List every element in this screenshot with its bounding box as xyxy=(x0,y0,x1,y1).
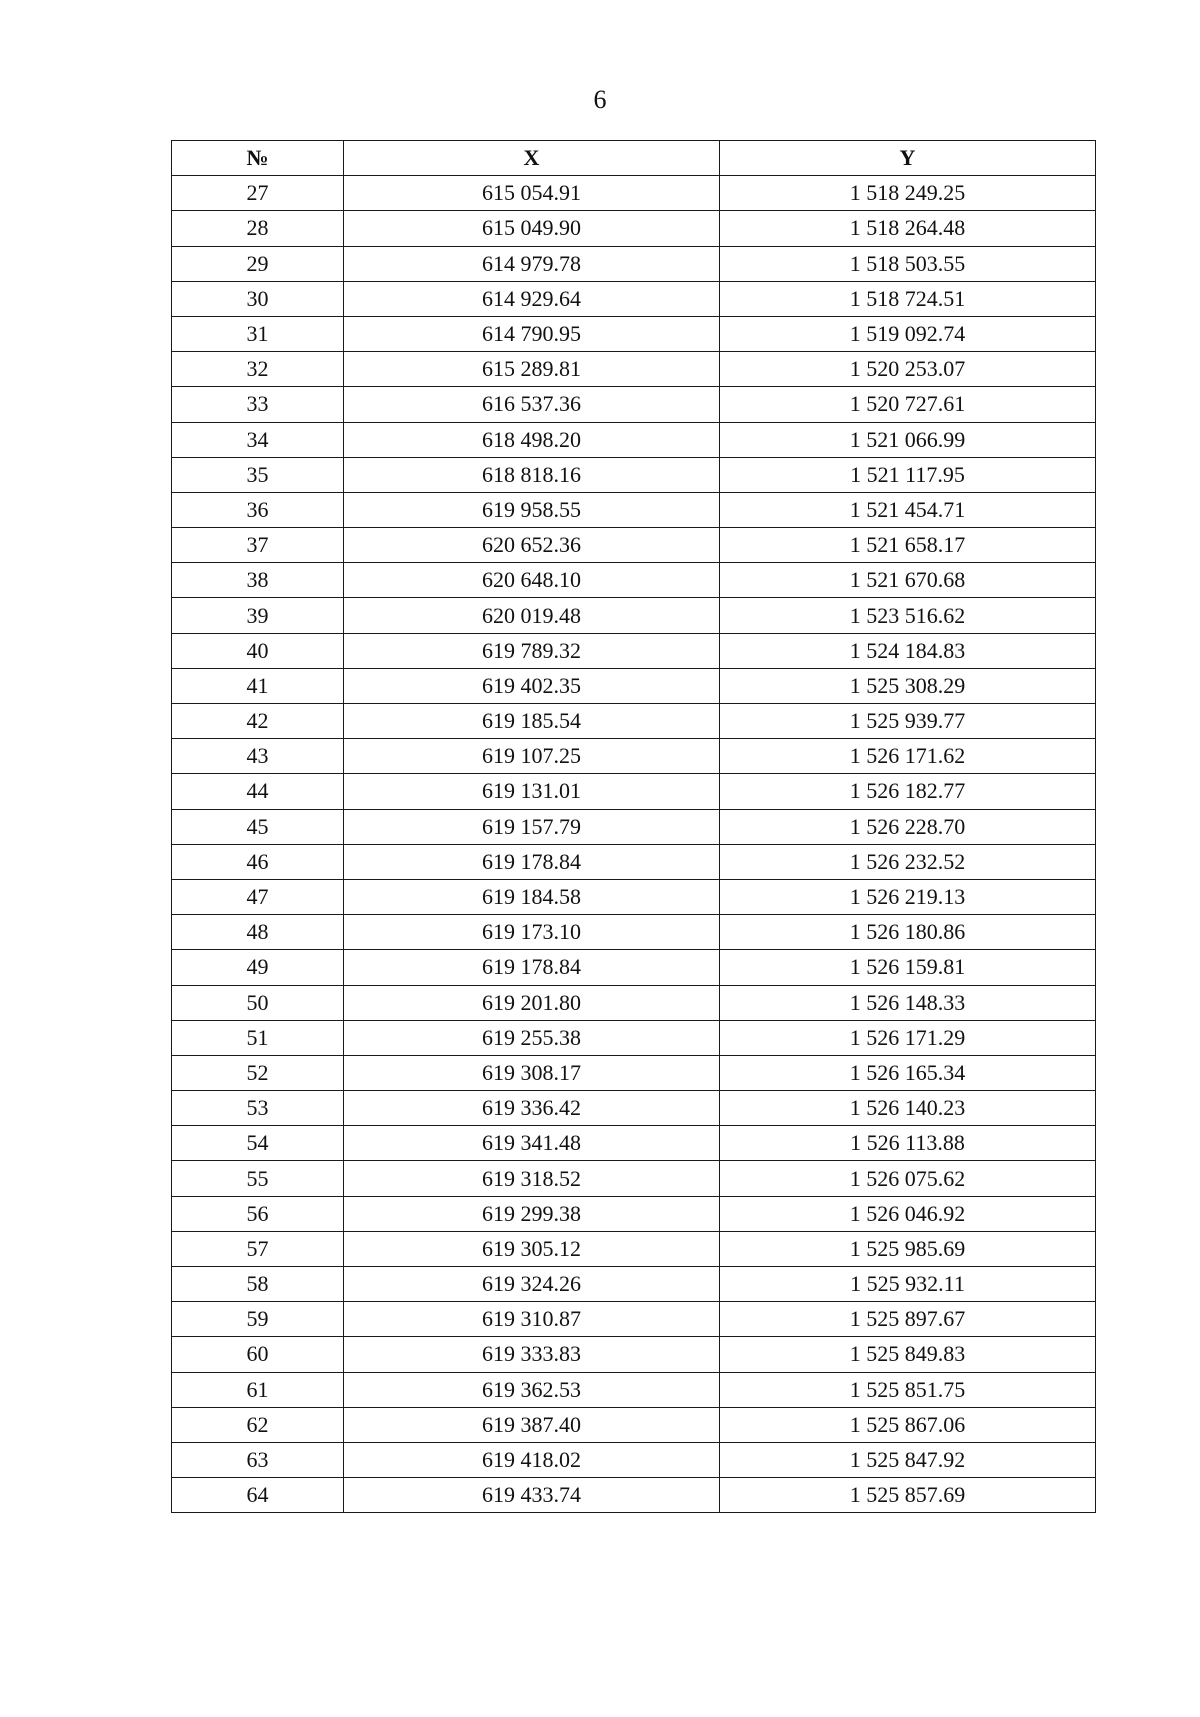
cell-y: 1 526 046.92 xyxy=(720,1196,1096,1231)
table-row xyxy=(172,352,1096,387)
cell-x: 614 790.95 xyxy=(344,316,720,351)
cell-x: 619 387.40 xyxy=(344,1407,720,1442)
cell-x: 619 336.42 xyxy=(344,1091,720,1126)
cell-number: 34 xyxy=(172,422,344,457)
cell-x: 619 308.17 xyxy=(344,1055,720,1090)
table-row xyxy=(172,985,1096,1020)
table-row xyxy=(172,739,1096,774)
cell-y: 1 525 985.69 xyxy=(720,1231,1096,1266)
cell-number: 53 xyxy=(172,1091,344,1126)
cell-number: 30 xyxy=(172,281,344,316)
cell-number: 37 xyxy=(172,528,344,563)
cell-x: 619 299.38 xyxy=(344,1196,720,1231)
cell-number: 62 xyxy=(172,1407,344,1442)
table-row xyxy=(172,1407,1096,1442)
page-number: 6 xyxy=(593,85,607,114)
table-row xyxy=(172,704,1096,739)
table-row xyxy=(172,457,1096,492)
cell-y: 1 526 159.81 xyxy=(720,950,1096,985)
cell-y: 1 526 219.13 xyxy=(720,879,1096,914)
cell-number: 42 xyxy=(172,704,344,739)
cell-y: 1 520 727.61 xyxy=(720,387,1096,422)
cell-number: 57 xyxy=(172,1231,344,1266)
cell-number: 36 xyxy=(172,492,344,527)
cell-number: 51 xyxy=(172,1020,344,1055)
table-row xyxy=(172,1196,1096,1231)
table-row xyxy=(172,1302,1096,1337)
cell-y: 1 526 148.33 xyxy=(720,985,1096,1020)
cell-y: 1 524 184.83 xyxy=(720,633,1096,668)
cell-x: 619 201.80 xyxy=(344,985,720,1020)
table-row xyxy=(172,1478,1096,1513)
cell-x: 619 255.38 xyxy=(344,1020,720,1055)
cell-number: 61 xyxy=(172,1372,344,1407)
table-row xyxy=(172,809,1096,844)
cell-x: 619 305.12 xyxy=(344,1231,720,1266)
cell-number: 41 xyxy=(172,668,344,703)
header-row xyxy=(172,141,1096,176)
cell-y: 1 519 092.74 xyxy=(720,316,1096,351)
cell-x: 619 789.32 xyxy=(344,633,720,668)
cell-y: 1 526 171.29 xyxy=(720,1020,1096,1055)
cell-y: 1 526 113.88 xyxy=(720,1126,1096,1161)
cell-x: 619 324.26 xyxy=(344,1267,720,1302)
cell-number: 39 xyxy=(172,598,344,633)
table-row xyxy=(172,528,1096,563)
cell-y: 1 526 171.62 xyxy=(720,739,1096,774)
cell-number: 58 xyxy=(172,1267,344,1302)
cell-y: 1 525 897.67 xyxy=(720,1302,1096,1337)
cell-x: 619 333.83 xyxy=(344,1337,720,1372)
header-number: № xyxy=(172,141,344,176)
cell-y: 1 526 180.86 xyxy=(720,915,1096,950)
cell-x: 614 979.78 xyxy=(344,246,720,281)
cell-y: 1 525 851.75 xyxy=(720,1372,1096,1407)
cell-y: 1 518 264.48 xyxy=(720,211,1096,246)
table-row xyxy=(172,950,1096,985)
header-x: X xyxy=(344,141,720,176)
cell-x: 619 362.53 xyxy=(344,1372,720,1407)
cell-number: 44 xyxy=(172,774,344,809)
cell-x: 619 418.02 xyxy=(344,1442,720,1477)
table-row xyxy=(172,422,1096,457)
table-row xyxy=(172,1126,1096,1161)
table-row xyxy=(172,563,1096,598)
cell-number: 60 xyxy=(172,1337,344,1372)
table-row xyxy=(172,492,1096,527)
cell-y: 1 521 454.71 xyxy=(720,492,1096,527)
cell-x: 619 185.54 xyxy=(344,704,720,739)
table-body xyxy=(172,176,1096,1513)
cell-x: 614 929.64 xyxy=(344,281,720,316)
cell-y: 1 526 228.70 xyxy=(720,809,1096,844)
cell-number: 52 xyxy=(172,1055,344,1090)
table-row xyxy=(172,1091,1096,1126)
table-header xyxy=(172,141,1096,176)
cell-number: 50 xyxy=(172,985,344,1020)
cell-y: 1 525 308.29 xyxy=(720,668,1096,703)
cell-x: 619 157.79 xyxy=(344,809,720,844)
cell-y: 1 518 503.55 xyxy=(720,246,1096,281)
cell-x: 615 054.91 xyxy=(344,176,720,211)
cell-x: 619 107.25 xyxy=(344,739,720,774)
table-row xyxy=(172,1372,1096,1407)
cell-x: 620 648.10 xyxy=(344,563,720,598)
cell-number: 59 xyxy=(172,1302,344,1337)
cell-y: 1 525 939.77 xyxy=(720,704,1096,739)
cell-y: 1 525 847.92 xyxy=(720,1442,1096,1477)
cell-x: 620 652.36 xyxy=(344,528,720,563)
cell-x: 619 131.01 xyxy=(344,774,720,809)
cell-x: 619 310.87 xyxy=(344,1302,720,1337)
cell-y: 1 525 867.06 xyxy=(720,1407,1096,1442)
table-row xyxy=(172,668,1096,703)
cell-number: 38 xyxy=(172,563,344,598)
table-row xyxy=(172,1231,1096,1266)
cell-y: 1 525 849.83 xyxy=(720,1337,1096,1372)
table-row xyxy=(172,633,1096,668)
cell-x: 619 433.74 xyxy=(344,1478,720,1513)
cell-number: 40 xyxy=(172,633,344,668)
table-row xyxy=(172,176,1096,211)
table-row xyxy=(172,387,1096,422)
cell-y: 1 518 724.51 xyxy=(720,281,1096,316)
cell-y: 1 525 857.69 xyxy=(720,1478,1096,1513)
table-row xyxy=(172,879,1096,914)
cell-x: 619 184.58 xyxy=(344,879,720,914)
table-row xyxy=(172,598,1096,633)
cell-number: 29 xyxy=(172,246,344,281)
cell-y: 1 526 232.52 xyxy=(720,844,1096,879)
cell-x: 615 289.81 xyxy=(344,352,720,387)
cell-y: 1 520 253.07 xyxy=(720,352,1096,387)
table-row xyxy=(172,281,1096,316)
cell-x: 615 049.90 xyxy=(344,211,720,246)
cell-x: 619 341.48 xyxy=(344,1126,720,1161)
cell-x: 619 178.84 xyxy=(344,844,720,879)
cell-x: 618 818.16 xyxy=(344,457,720,492)
cell-y: 1 518 249.25 xyxy=(720,176,1096,211)
cell-number: 35 xyxy=(172,457,344,492)
cell-number: 55 xyxy=(172,1161,344,1196)
table-row xyxy=(172,774,1096,809)
table-row xyxy=(172,1442,1096,1477)
cell-y: 1 521 117.95 xyxy=(720,457,1096,492)
cell-number: 27 xyxy=(172,176,344,211)
cell-y: 1 526 165.34 xyxy=(720,1055,1096,1090)
cell-x: 619 402.35 xyxy=(344,668,720,703)
table-row xyxy=(172,1267,1096,1302)
cell-x: 619 958.55 xyxy=(344,492,720,527)
cell-y: 1 526 182.77 xyxy=(720,774,1096,809)
cell-x: 619 318.52 xyxy=(344,1161,720,1196)
cell-number: 49 xyxy=(172,950,344,985)
cell-y: 1 521 658.17 xyxy=(720,528,1096,563)
cell-number: 54 xyxy=(172,1126,344,1161)
header-y: Y xyxy=(720,141,1096,176)
cell-x: 619 178.84 xyxy=(344,950,720,985)
cell-y: 1 521 670.68 xyxy=(720,563,1096,598)
cell-number: 31 xyxy=(172,316,344,351)
table-row xyxy=(172,1161,1096,1196)
cell-x: 616 537.36 xyxy=(344,387,720,422)
cell-number: 43 xyxy=(172,739,344,774)
table-row xyxy=(172,246,1096,281)
cell-number: 48 xyxy=(172,915,344,950)
cell-number: 33 xyxy=(172,387,344,422)
cell-number: 56 xyxy=(172,1196,344,1231)
table-row xyxy=(172,1055,1096,1090)
cell-x: 618 498.20 xyxy=(344,422,720,457)
table-row xyxy=(172,915,1096,950)
cell-number: 64 xyxy=(172,1478,344,1513)
cell-y: 1 526 075.62 xyxy=(720,1161,1096,1196)
cell-number: 47 xyxy=(172,879,344,914)
cell-number: 32 xyxy=(172,352,344,387)
cell-x: 619 173.10 xyxy=(344,915,720,950)
cell-x: 620 019.48 xyxy=(344,598,720,633)
cell-y: 1 521 066.99 xyxy=(720,422,1096,457)
cell-y: 1 526 140.23 xyxy=(720,1091,1096,1126)
cell-number: 46 xyxy=(172,844,344,879)
coordinates-table xyxy=(171,140,1096,1513)
table-row xyxy=(172,211,1096,246)
table-row xyxy=(172,1020,1096,1055)
table-row xyxy=(172,844,1096,879)
table-row xyxy=(172,1337,1096,1372)
cell-number: 63 xyxy=(172,1442,344,1477)
table-row xyxy=(172,316,1096,351)
cell-number: 45 xyxy=(172,809,344,844)
cell-number: 28 xyxy=(172,211,344,246)
cell-y: 1 523 516.62 xyxy=(720,598,1096,633)
cell-y: 1 525 932.11 xyxy=(720,1267,1096,1302)
